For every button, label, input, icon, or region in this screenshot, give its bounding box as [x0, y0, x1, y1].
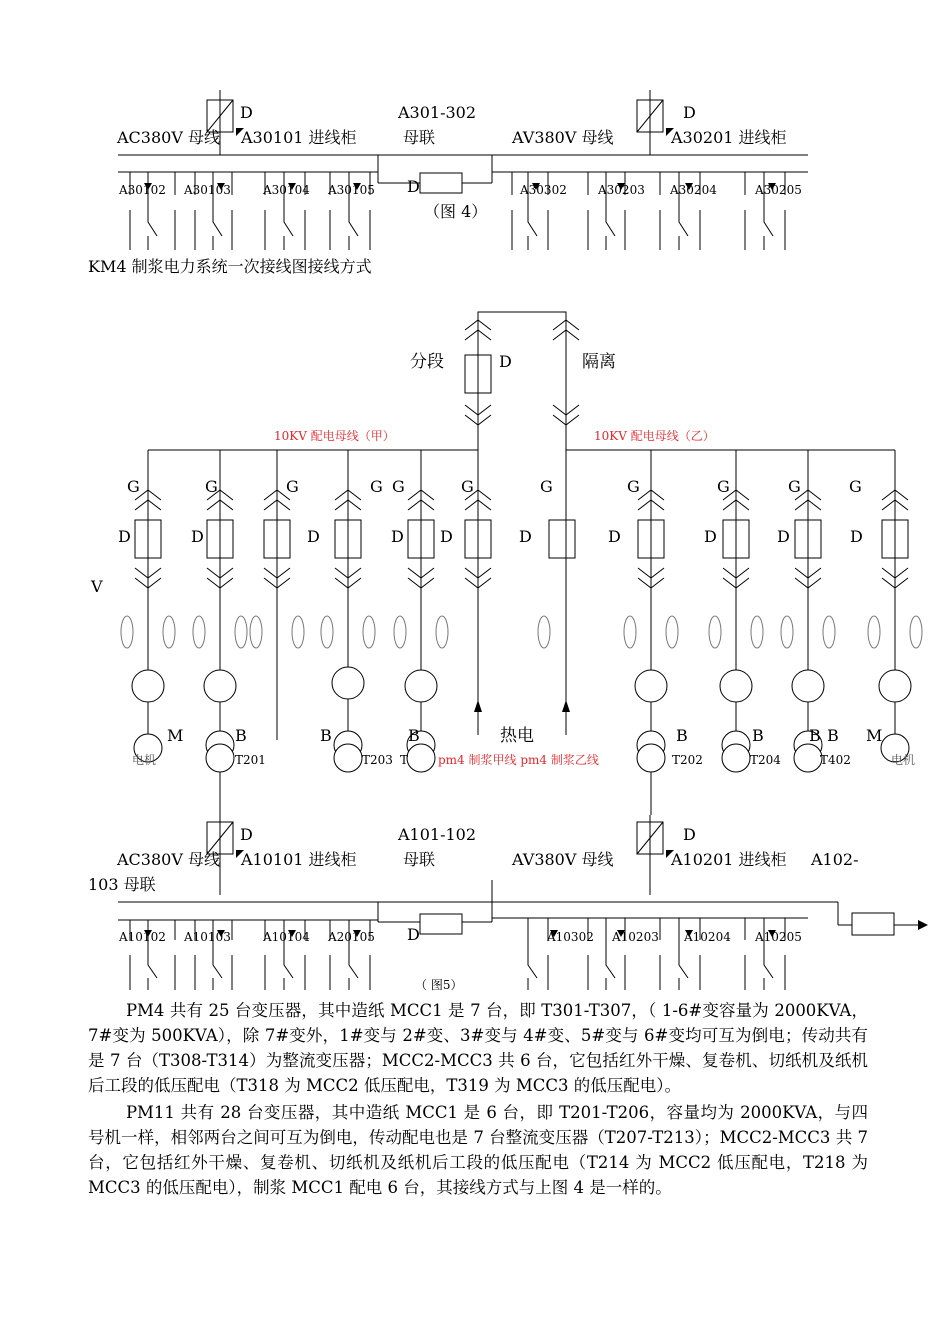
lv-feeder-label: A10205: [755, 930, 802, 944]
mb-label: B: [235, 726, 247, 745]
d-label: D: [519, 527, 532, 546]
g-label: G: [392, 477, 405, 496]
transformer-label: T203: [362, 753, 393, 767]
fig4-feeder-label: A30105: [328, 183, 375, 197]
d-label: D: [391, 527, 404, 546]
lv-label: A102-: [811, 850, 859, 869]
transformer-label: 电机: [132, 753, 157, 767]
mb-label: B: [752, 726, 764, 745]
mb-label: B: [408, 726, 420, 745]
lv-label: D: [240, 825, 253, 844]
lv-label: D: [683, 825, 696, 844]
lv-feeder-label: A10102: [119, 930, 166, 944]
bus-a-label: 10KV 配电母线（甲）: [274, 429, 395, 443]
mb-label: M: [167, 726, 184, 745]
fig4-label: 母联: [403, 128, 436, 147]
fig4-feeder-label: A30103: [184, 183, 231, 197]
g-label: G: [286, 477, 299, 496]
mb-label: B: [676, 726, 688, 745]
fig4-feeder-label: A30204: [670, 183, 717, 197]
fig5-top-label: D: [499, 352, 512, 371]
fig4-label: AV380V 母线: [512, 128, 614, 147]
pm4-lines-label: pm4 制浆甲线 pm4 制浆乙线: [438, 753, 599, 767]
bus-b-label: 10KV 配电母线（乙）: [594, 429, 715, 443]
lv-feeder-label: A10204: [684, 930, 731, 944]
fig4-label: D: [407, 177, 420, 196]
current-transformers: [121, 616, 922, 648]
transformer-label: T201: [235, 753, 266, 767]
g-label: G: [461, 477, 474, 496]
document-page: D AC380V 母线 A30101 进线柜 A301-302 母联 AV380V 母线 D A30201 进线柜 D （图 4） A30102 A30103 A30104 A30105 A30302 A30203 A30204 A30205 KM4 制浆电力系统一次接线图接线方式 分段 D 隔离 10KV 配电母线（甲） 10KV 配电母线（乙） G G G G G G G G G G G D D D D D D D D D D V M B B B B B B B M 热电 电机 T201 T203 T T202 T204 T402 电机 pm4 制浆甲线 pm4 制浆乙线 D AC380V 母线 A10101 进线柜 A101-102 母联 AV380V 母线 D A10201 进线柜 A102- 103 母联 D A10102 A10103 A10104 A20105 A10302 A10203 A10204 A10205 （ 图5） PM4 共有 25 台变压器，其中造纸 MCC1 是 7 台，即 T301-T307，（ 1-6#变容量为 2000KVA， 7#变为 500KVA），除 7#变外，1#变与 2#变、3#变与 4#变、5#变与 6#变均可互为倒电；传动共有是 7 台（T308-T314）为整流变压器；MCC2-MCC3 共 6 台，它包括红外干燥、复卷机、切纸机及纸机后工段的低压配电（T318 为 MCC2 低压配电，T319 为 MCC3 的低压配电）。 PM11 共有 28 台变压器，其中造纸 MCC1 是 6 台，即 T201-T206，容量均为 2000KVA，与四号机一样，相邻两台之间可互为倒电，传动配电也是 7 台整流变压器（T207-T213）；MCC2-MCC3 共 7 台，它包括红外干燥、复卷机、切纸机及纸机后工段的低压配电（T214 为 MCC2 低压配电，T218 为 MCC3 的低压配电），制浆 MCC1 配电 6 台，其接线方式与上图 4 是一样的。: [0, 0, 950, 1344]
g-label: G: [849, 477, 862, 496]
hv-meters: [132, 667, 911, 702]
fig4-feeder-label: A30102: [119, 183, 166, 197]
lv-feeder-label: A10104: [263, 930, 310, 944]
transformer-label: T402: [820, 753, 851, 767]
fig4-caption: （图 4）: [424, 202, 488, 221]
lv-label: 母联: [403, 850, 436, 869]
lv-feeder-label: A10302: [547, 930, 594, 944]
transformer-label: T: [400, 753, 409, 767]
mb-label: B: [320, 726, 332, 745]
fig5-top-label: 隔离: [582, 352, 616, 372]
d-label: D: [704, 527, 717, 546]
paragraph: PM11 共有 28 台变压器，其中造纸 MCC1 是 6 台，即 T201-T206，容量均为 2000KVA，与四号机一样，相邻两台之间可互为倒电，传动配电也是 7 台整流变压器（T207-T213）；MCC2-MCC3 共 7 台，它包括红外干燥、复卷机、切纸机及纸机后工段的低压配电（T214 为 MCC2 低压配电，T218 为 MCC3 的低压配电），制浆 MCC1 配电 6 台，其接线方式与上图 4 是一样的。: [88, 1103, 868, 1197]
lv-label: AV380V 母线: [512, 850, 614, 869]
g-label: G: [627, 477, 640, 496]
heat-power-label: 热电: [500, 726, 534, 746]
g-label: G: [205, 477, 218, 496]
g-label: G: [370, 477, 383, 496]
lv-label: D: [407, 925, 420, 944]
fig4-feeder-label: A30203: [598, 183, 645, 197]
g-label: G: [540, 477, 553, 496]
lv-label: A101-102: [398, 825, 477, 844]
lv-label: 103 母联: [88, 875, 156, 894]
fig4-label: D: [240, 103, 253, 122]
lv-label: AC380V 母线: [117, 850, 220, 869]
g-label: G: [717, 477, 730, 496]
mb-label: B: [809, 726, 821, 745]
body-text: [88, 998, 868, 1200]
fig4-feeder-label: A30205: [755, 183, 802, 197]
arrow-markers: [144, 128, 928, 937]
transformer-label: T204: [750, 753, 781, 767]
lv-feeder-label: A20105: [328, 930, 375, 944]
fig4-label: A301-302: [398, 103, 477, 122]
hv-feeders: [148, 450, 895, 740]
mb-label: B: [827, 726, 839, 745]
section-heading: KM4 制浆电力系统一次接线图接线方式: [88, 257, 372, 276]
g-label: G: [127, 477, 140, 496]
d-label: D: [118, 527, 131, 546]
fig4-label: A30201 进线柜: [671, 128, 787, 147]
lv-feeder-label: A10103: [184, 930, 231, 944]
lv-label: A10201 进线柜: [671, 850, 787, 869]
transformer-label: T202: [672, 753, 703, 767]
d-label: D: [777, 527, 790, 546]
d-label: D: [440, 527, 453, 546]
fig4-label: AC380V 母线: [117, 128, 220, 147]
fig5-caption: （ 图5）: [415, 978, 463, 992]
fig4-feeder-label: A30302: [520, 183, 567, 197]
g-label: G: [788, 477, 801, 496]
d-label: D: [608, 527, 621, 546]
v-label: V: [91, 577, 103, 596]
d-label: D: [191, 527, 204, 546]
fig4-label: A30101 进线柜: [241, 128, 357, 147]
fig5-top-label: 分段: [410, 352, 444, 372]
fig4-feeder-label: A30104: [263, 183, 310, 197]
transformer-label: 电机: [891, 753, 916, 767]
lv-feeder-label: A10203: [612, 930, 659, 944]
fig4-label: D: [683, 103, 696, 122]
mb-label: M: [866, 726, 883, 745]
lv-label: A10101 进线柜: [241, 850, 357, 869]
paragraph: PM4 共有 25 台变压器，其中造纸 MCC1 是 7 台，即 T301-T307，（ 1-6#变容量为 2000KVA， 7#变为 500KVA），除 7#变外，1#变与 2#变、3#变与 4#变、5#变与 6#变均可互为倒电；传动共有是 7 台（T308-T314）为整流变压器；MCC2-MCC3 共 6 台，它包括红外干燥、复卷机、切纸机及纸机后工段的低压配电（T318 为 MCC2 低压配电，T319 为 MCC3 的低压配电）。: [88, 1001, 868, 1095]
d-label: D: [307, 527, 320, 546]
